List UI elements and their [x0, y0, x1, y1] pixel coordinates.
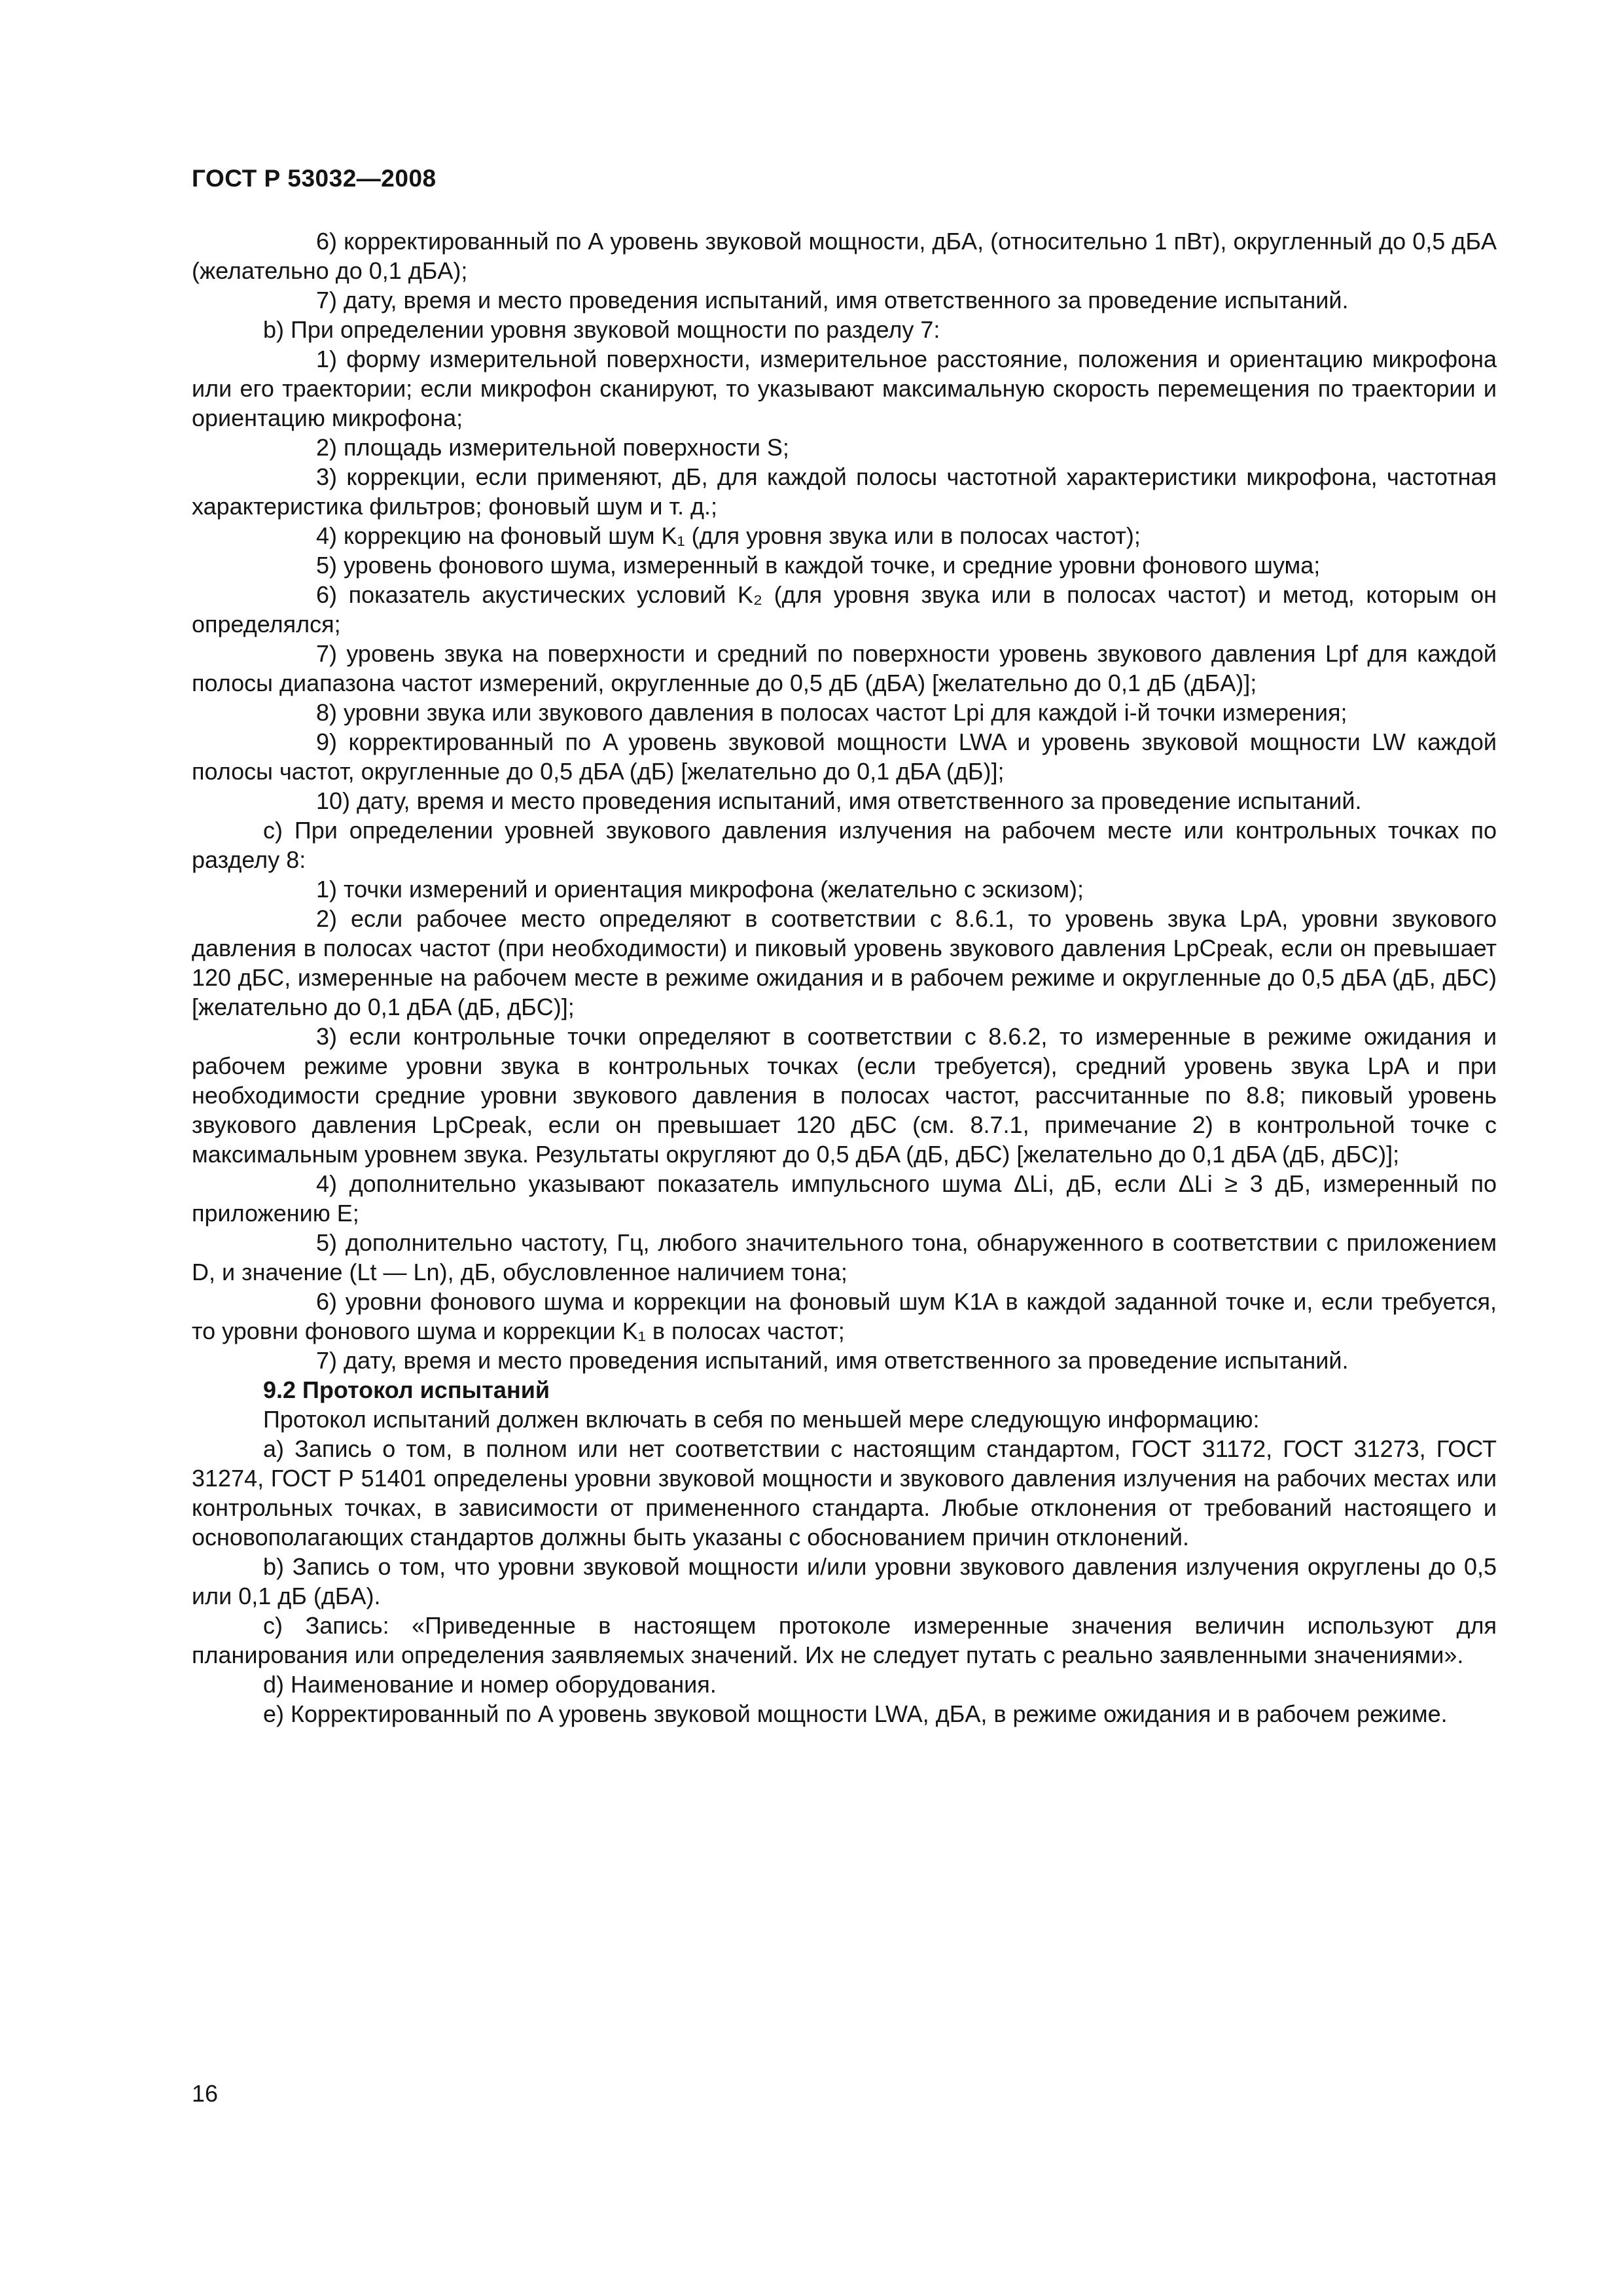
list-item: b) Запись о том, что уровни звуковой мощности и/или уровни звукового давления излучения округлены до 0,5 или 0,1 дБ (дБA).	[192, 1553, 1497, 1609]
document-header: ГОСТ Р 53032—2008	[192, 165, 437, 192]
list-item: 7) уровень звука на поверхности и средний по поверхности уровень звукового давления Lpf для каждой полосы диапазона частот измерений, округленные до 0,5 дБ (дБA) [желательно до 0,1 дБ (дБA)];	[192, 640, 1497, 696]
list-item: 2) если рабочее место определяют в соответствии с 8.6.1, то уровень звука LpA, уровни звукового давления в полосах частот (при необходимости) и пиковый уровень звукового давления LpCpeak, если он превышает 120 дБC, измеренные на рабочем месте в режиме ожидания и в рабочем режиме и округленные до 0,5 дБA (дБ, дБC) [желательно до 0,1 дБA (дБ, дБC)];	[192, 905, 1497, 1020]
list-item: 5) уровень фонового шума, измеренный в каждой точке, и средние уровни фонового шума;	[316, 552, 1321, 579]
list-item: c) Запись: «Приведенные в настоящем протоколе измеренные значения величин используют для планирования или определения заявляемых значений. Их не следует путать с реально заявленными значениями».	[192, 1612, 1497, 1668]
list-item: c) При определении уровней звукового давления излучения на рабочем месте или контрольных точках по разделу 8:	[192, 817, 1497, 873]
list-item: 7) дату, время и место проведения испытаний, имя ответственного за проведение испытаний.	[316, 1347, 1349, 1374]
list-item: 6) корректированный по А уровень звуковой мощности, дБA, (относительно 1 пВт), округленный до 0,5 дБA (желательно до 0,1 дБA);	[192, 228, 1497, 284]
list-item: 6) уровни фонового шума и коррекции на фоновый шум K1A в каждой заданной точке и, если требуется, то уровни фонового шума и коррекции K₁ в полосах частот;	[192, 1288, 1497, 1344]
list-item: а) Запись о том, в полном или нет соответствии с настоящим стандартом, ГОСТ 31172, ГОСТ 31273, ГОСТ 31274, ГОСТ Р 51401 определены уровни звуковой мощности и звукового давления излучения на рабочих местах или контрольных точках, в зависимости от примененного стандарта. Любые отклонения от требований настоящего и основополагающих стандартов должны быть указаны с обоснованием причин отклонений.	[192, 1435, 1497, 1551]
page-number: 16	[192, 2080, 219, 2107]
section-heading: 9.2 Протокол испытаний	[263, 1376, 550, 1403]
list-item: 4) коррекцию на фоновый шум K₁ (для уровня звука или в полосах частот);	[316, 522, 1141, 549]
list-item: 1) форму измерительной поверхности, измерительное расстояние, положения и ориентацию микрофона или его траектории; если микрофон сканируют, то указывают максимальную скорость перемещения по траектории и ориентацию микрофона;	[192, 346, 1497, 431]
list-item: 5) дополнительно частоту, Гц, любого значительного тона, обнаруженного в соответствии с приложением D, и значение (Lt — Ln), дБ, обусловленное наличием тона;	[192, 1229, 1497, 1285]
list-item: e) Корректированный по A уровень звуковой мощности LWA, дБA, в режиме ожидания и в рабочем режиме.	[263, 1700, 1448, 1727]
list-item: 8) уровни звука или звукового давления в полосах частот Lpi для каждой i-й точки измерения;	[316, 699, 1347, 726]
list-item: d) Наименование и номер оборудования.	[263, 1671, 717, 1698]
list-item: 4) дополнительно указывают показатель импульсного шума ΔLi, дБ, если ΔLi ≥ 3 дБ, измеренный по приложению E;	[192, 1170, 1497, 1227]
list-item: 10) дату, время и место проведения испытаний, имя ответственного за проведение испытаний.	[316, 787, 1362, 814]
list-item: b) При определении уровня звуковой мощности по разделу 7:	[263, 316, 940, 343]
list-item: 3) если контрольные точки определяют в соответствии с 8.6.2, то измеренные в режиме ожидания и рабочем режиме уровни звука в контрольных точках (если требуется), средний уровень звука LpA и при необходимости средние уровни звукового давления в полосах частот, рассчитанные по 8.8; пиковый уровень звукового давления LpCpeak, если он превышает 120 дБC (см. 8.7.1, примечание 2) в контрольной точке с максимальным уровнем звука. Результаты округляют до 0,5 дБA (дБ, дБC) [желательно до 0,1 дБA (дБ, дБC)];	[192, 1023, 1497, 1168]
list-item: 9) корректированный по A уровень звуковой мощности LWA и уровень звуковой мощности LW каждой полосы частот, округленные до 0,5 дБA (дБ) [желательно до 0,1 дБA (дБ)];	[192, 728, 1497, 785]
paragraph: Протокол испытаний должен включать в себя по меньшей мере следующую информацию:	[263, 1406, 1260, 1433]
list-item: 7) дату, время и место проведения испытаний, имя ответственного за проведение испытаний.	[316, 287, 1349, 314]
document-body	[192, 226, 1497, 1729]
list-item: 6) показатель акустических условий K₂ (для уровня звука или в полосах частот) и метод, которым он определялся;	[192, 581, 1497, 637]
list-item: 2) площадь измерительной поверхности S;	[316, 434, 789, 461]
list-item: 1) точки измерений и ориентация микрофона (желательно с эскизом);	[316, 876, 1084, 903]
list-item: 3) коррекции, если применяют, дБ, для каждой полосы частотной характеристики микрофона, частотная характеристика фильтров; фоновый шум и т. д.;	[192, 463, 1497, 520]
